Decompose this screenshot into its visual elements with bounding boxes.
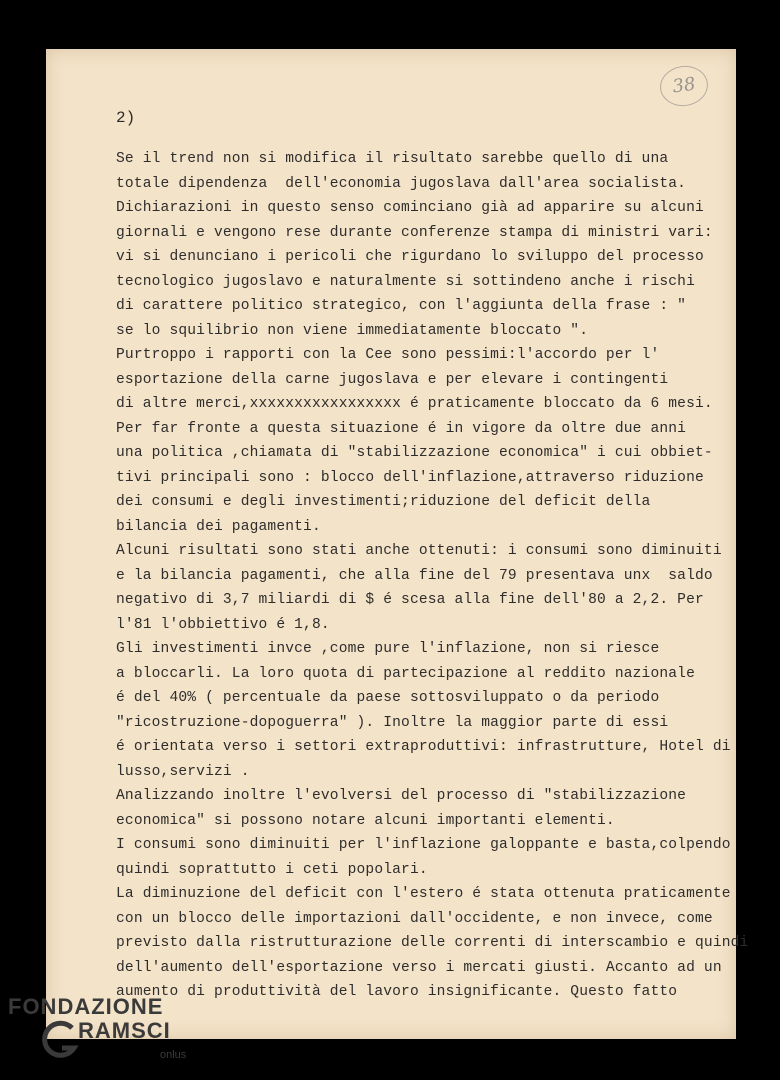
- text-line: lusso,servizi .: [116, 763, 250, 780]
- archive-number-stamp: 38: [657, 63, 710, 109]
- text-line: con un blocco delle importazioni dall'occidente, e non invece, come: [116, 910, 713, 927]
- text-line: previsto dalla ristrutturazione delle correnti di interscambio e quindi: [116, 935, 749, 951]
- watermark-title: FONDAZIONE: [8, 994, 164, 1019]
- text-line: Alcuni risultati sono stati anche ottenuti: i consumi sono diminuiti: [116, 543, 722, 559]
- text-line: La diminuzione del deficit con l'estero é stata ottenuta praticamente: [116, 886, 731, 902]
- text-line: una politica ,chiamata di "stabilizzazione economica" i cui obbiet-: [116, 445, 713, 461]
- text-line: giornali e vengono rese durante conferenze stampa di ministri vari:: [116, 224, 713, 241]
- text-line: a bloccarli. La loro quota di partecipazione al reddito nazionale: [116, 665, 695, 682]
- text-line: é del 40% ( percentuale da paese sottosviluppato o da periodo: [116, 690, 660, 706]
- text-line: Gli investimenti invce ,come pure l'inflazione, non si riesce: [116, 641, 660, 657]
- text-line: Se il trend non si modifica il risultato sarebbe quello di una: [116, 151, 669, 167]
- text-line: tecnologico jugoslavo e naturalmente si sottindeno anche i rischi: [116, 273, 695, 290]
- document-page: [46, 49, 749, 1039]
- text-line: aumento di produttività del lavoro insignificante. Questo fatto: [116, 984, 678, 1000]
- text-line: totale dipendenza dell'economia jugoslava dall'area socialista.: [116, 175, 687, 192]
- text-line: di carattere politico strategico, con l'aggiunta della frase : ": [116, 298, 687, 314]
- text-line: l'81 l'obbiettivo é 1,8.: [116, 616, 330, 633]
- watermark-onlus: onlus: [160, 1049, 187, 1061]
- text-line: di altre merci,xxxxxxxxxxxxxxxxx é praticamente bloccato da 6 mesi.: [116, 396, 713, 412]
- text-line: negativo di 3,7 miliardi di $ é scesa alla fine dell'80 a 2,2. Per: [116, 592, 704, 608]
- page-number: 2): [116, 109, 136, 127]
- text-line: e la bilancia pagamenti, che alla fine del 79 presentava unx saldo: [116, 567, 713, 584]
- text-line: tivi principali sono : blocco dell'inflazione,attraverso riduzione: [116, 469, 704, 486]
- watermark-subtitle: RAMSCI: [78, 1018, 171, 1043]
- text-line: vi si denunciano i pericoli che rigurdano lo sviluppo del processo: [116, 249, 704, 265]
- text-line: "ricostruzione-dopoguerra" ). Inoltre la maggior parte di essi: [116, 714, 669, 731]
- typewritten-text: [116, 147, 749, 1005]
- text-line: Per far fronte a questa situazione é in vigore da oltre due anni: [116, 420, 687, 437]
- gramsci-g-logo-icon: [38, 1018, 82, 1062]
- text-line: bilancia dei pagamenti.: [116, 518, 321, 535]
- text-line: dei consumi e degli investimenti;riduzione del deficit della: [116, 494, 651, 510]
- text-line: I consumi sono diminuiti per l'inflazione galoppante e basta,colpendo: [116, 837, 731, 853]
- text-line: Dichiarazioni in questo senso cominciano già ad apparire su alcuni: [116, 200, 704, 216]
- text-line: é orientata verso i settori extraproduttivi: infrastrutture, Hotel di: [116, 739, 731, 755]
- text-line: Analizzando inoltre l'evolversi del processo di "stabilizzazione: [116, 788, 687, 804]
- text-line: Purtroppo i rapporti con la Cee sono pessimi:l'accordo per l': [116, 347, 660, 363]
- text-line: se lo squilibrio non viene immediatamente bloccato ".: [116, 322, 589, 339]
- text-line: dell'aumento dell'esportazione verso i mercati giusti. Accanto ad un: [116, 959, 722, 976]
- text-line: economica" si possono notare alcuni importanti elementi.: [116, 812, 615, 829]
- text-line: esportazione della carne jugoslava e per elevare i contingenti: [116, 371, 669, 388]
- text-line: quindi soprattutto i ceti popolari.: [116, 861, 428, 878]
